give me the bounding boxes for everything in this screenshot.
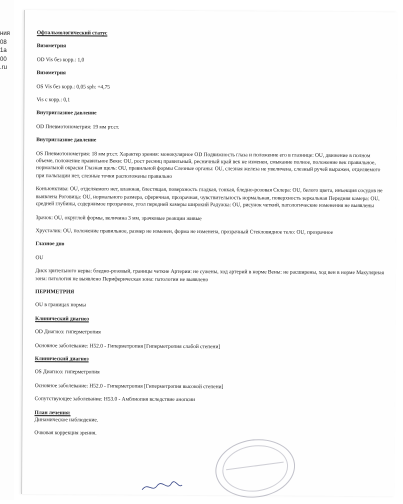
concomitant-disease-line: Сопутствующее заболевание: H53.0 - Амблиопия вследствие анопсии <box>34 396 196 404</box>
clinical-diagnosis-os-title: Клинический диагноз <box>34 356 89 363</box>
main-disease-os-line: Основное заболевание: H52.0 - Гиперметропия [Гиперметропия высокой степени] <box>34 382 224 391</box>
adjacent-page-line: 08 <box>0 39 7 46</box>
document-content <box>34 30 388 440</box>
fundus-paragraph: Диск зрительного нерва: бледно-розовый, границы четкие Артерии: не сужены, ход артерий в норме Вены: не расширены, ход вен в норме Макулярная зона: патология не выявлено Периферическая зона: патологии не выявлено <box>35 268 385 283</box>
visometry-od-title: Визометрия <box>36 43 67 50</box>
iop-od-title: Внутриглазное давление <box>36 110 97 117</box>
diagnosis-os-line: OS Диагноз: гиперметропия <box>34 369 100 376</box>
exam-paragraph-pupil: Зрачок: OU, округлой формы, величина 3 мм, зрачковые реакции живые <box>35 214 202 222</box>
treatment-plan-line-2: Очковая коррекция зрения. <box>34 430 97 437</box>
visometry-od-line: OD Vis без корр.: 1,0 <box>36 56 85 64</box>
visometry-os-line: OS Vis без корр.: 0,05 sph: +4,75 <box>36 83 111 91</box>
adjacent-page-line: ния <box>0 31 10 37</box>
adjacent-page-line: 1а <box>0 48 7 54</box>
diagnosis-od-line: OD Диагноз: гиперметропия <box>35 329 101 336</box>
iop-os-title: Внутриглазное давление <box>36 137 97 144</box>
adjacent-page-line: .ru <box>0 65 8 71</box>
perimetry-title: ПЕРИМЕТРИЯ <box>35 289 75 296</box>
treatment-plan-title: План лечения: <box>34 409 71 416</box>
fundus-title: Глазное дно <box>35 241 65 248</box>
iop-od-line: OD Пневмотонометрия: 19 мм рт.ст. <box>36 123 120 131</box>
signature-stroke <box>142 481 182 489</box>
document-page <box>21 10 397 496</box>
adjacent-page-line: 00 <box>0 56 7 63</box>
clinical-diagnosis-od-title: Клинический диагноз <box>35 315 89 323</box>
exam-paragraph-os: OS Пневмотонометрия: 18 мм рт.ст. Характер зрения: монокулярное OD Подвижность глаза и положение его в глазнице: OU, движение в полном объеме, положение правильное Веки: OU, рост ресниц правильный, ресничный край век не изменен, смыкание полное, положение век правильное, нормальной окраски Глазная щель: OU, правильной формы Слезные органы: OU, слезная железа не увеличена, слезный ручей выражен, отделяемого при пальпации нет, слезные точки расположены правильно <box>35 150 381 180</box>
perimetry-line: OU в границах нормы <box>35 302 86 309</box>
adjacent-page-edge <box>0 0 14 500</box>
adjacent-page-text <box>0 30 11 73</box>
main-disease-od-line: Основное заболевание: H52.0 - Гиперметропия [Гиперметропия слабой степени] <box>34 342 221 350</box>
visometry-os-title: Визометрия <box>36 70 66 77</box>
fundus-eye-label: OU <box>35 254 44 261</box>
exam-paragraph-anterior: Конъюнктива: OU, отделяемого нет, влажная, блестящая, поверхность гладкая, тонкая, бледно-розовая Склера: OU, белого цвета, инъекция сосудов не выявлена Роговица: OU, нормального размера, сферичная, прозрачная, чувствительность нормальная, поверхность зеркальная Передняя камера: OU, средней глубины, содержимое прозрачное, угол передней камеры широкий Радужка: OU, рисунок четкий, патологические изменения не выявлены <box>35 186 383 210</box>
handwritten-signature <box>140 479 184 495</box>
visometry-os-corrected-line: Vis с корр.: 0,1 <box>36 97 71 104</box>
round-stamp <box>212 434 299 502</box>
stamp-center-line <box>226 462 284 471</box>
stamp-inner-ring <box>219 441 291 495</box>
treatment-plan-line-1: Динамическое наблюдение. <box>34 417 99 424</box>
exam-paragraph-lens: Хрусталик: OU, положение правильное, размер не изменен, форма не изменена, прозрачный Стекловидное тело: OU, прозрачное <box>35 227 334 236</box>
section-heading-ophthalmic-status: Офтальмологический статус <box>36 30 108 37</box>
